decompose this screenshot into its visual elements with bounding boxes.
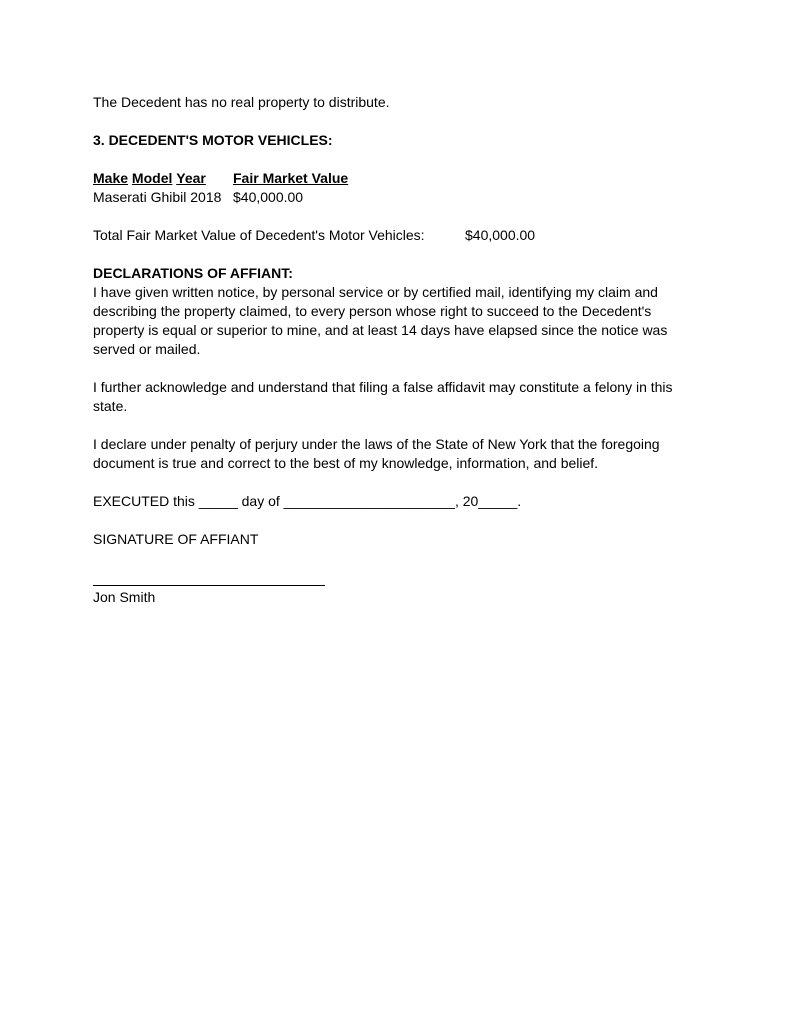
spacer	[93, 473, 713, 492]
vehicle-make-model-year: Maserati Ghibil 2018	[93, 189, 222, 205]
vehicles-total-value: $40,000.00	[465, 227, 536, 243]
spacer	[93, 511, 713, 530]
execution-line: EXECUTED this _____ day of ______________________, 20_____.	[93, 493, 522, 509]
declaration-paragraph-notice: I have given written notice, by personal service or by certified mail, identifying my claim and describing the property claimed, to every person whose right to succeed to the Decedent's property is equal or superior to mine, and at least 14 days have elapsed since the notice was served or mailed.	[93, 284, 668, 357]
spacer	[93, 150, 713, 169]
vehicle-fmv: $40,000.00	[233, 189, 304, 205]
declaration-paragraph-felony: I further acknowledge and understand that filing a false affidavit may constitute a felony in this state.	[93, 379, 673, 414]
signature-line	[93, 585, 325, 586]
fmv-column-header: Fair Market Value	[233, 170, 349, 186]
model-column-header: Model	[131, 170, 173, 186]
declarations-heading: DECLARATIONS OF AFFIANT:	[93, 265, 293, 281]
vehicles-total-label: Total Fair Market Value of Decedent's Motor Vehicles:	[93, 227, 425, 243]
signer-name: Jon Smith	[93, 589, 156, 605]
year-column-header: Year	[176, 170, 206, 186]
vehicle-table-header	[93, 169, 713, 188]
declaration-paragraph-perjury: I declare under penalty of perjury under the laws of the State of New York that the foregoing document is true and correct to the best of my knowledge, information, and belief.	[93, 436, 660, 471]
spacer	[93, 112, 713, 131]
motor-vehicles-heading: 3. DECEDENT'S MOTOR VEHICLES:	[93, 132, 333, 148]
vehicle-row	[93, 188, 713, 207]
spacer	[93, 416, 713, 435]
document-page	[93, 93, 713, 607]
spacer	[93, 207, 713, 226]
make-column-header: Make	[93, 170, 129, 186]
make-model-year-header	[93, 169, 233, 188]
vehicles-total-row	[93, 226, 713, 245]
spacer	[93, 359, 713, 378]
real-property-statement: The Decedent has no real property to distribute.	[93, 94, 390, 110]
spacer	[93, 245, 713, 264]
signature-label: SIGNATURE OF AFFIANT	[93, 531, 259, 547]
